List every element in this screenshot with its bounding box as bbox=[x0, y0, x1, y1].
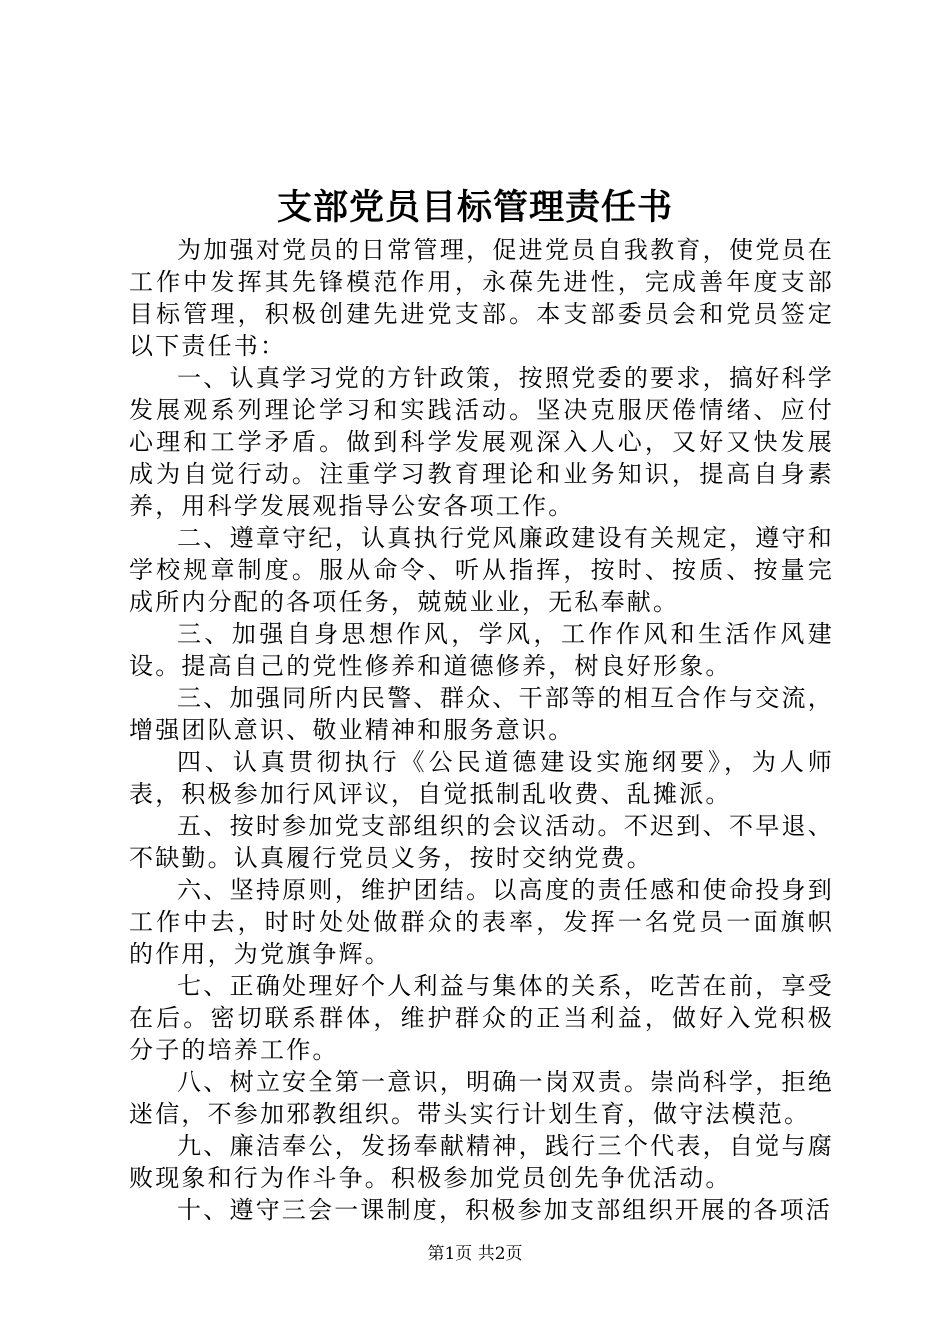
clause-paragraph: 六、坚持原则，维护团结。以高度的责任感和使命投身到工作中去，时时处处做群众的表率，发挥一名党员一面旗帜的作用，为党旗争辉。 bbox=[129, 876, 834, 968]
clause-paragraph: 七、正确处理好个人利益与集体的关系，吃苦在前，享受在后。密切联系群体，维护群众的正当利益，做好入党积极分子的培养工作。 bbox=[129, 972, 834, 1064]
page-number-footer: 第1页 共2页 bbox=[427, 1244, 523, 1264]
clause-paragraph: 三、加强同所内民警、群众、干部等的相互合作与交流，增强团队意识、敬业精神和服务意识。 bbox=[129, 684, 834, 744]
document-title: 支部党员目标管理责任书 bbox=[276, 187, 673, 228]
document-body bbox=[129, 234, 834, 1226]
clause-paragraph: 三、加强自身思想作风，学风，工作作风和生活作风建设。提高自己的党性修养和道德修养，树良好形象。 bbox=[129, 620, 834, 680]
clause-paragraph: 一、认真学习党的方针政策，按照党委的要求，搞好科学发展观系列理论学习和实践活动。坚决克服厌倦情绪、应付心理和工学矛盾。做到科学发展观深入人心，又好又快发展成为自觉行动。注重学习教育理论和业务知识，提高自身素养，用科学发展观指导公安各项工作。 bbox=[129, 364, 834, 520]
intro-paragraph: 为加强对党员的日常管理，促进党员自我教育，使党员在工作中发挥其先锋模范作用，永葆先进性，完成善年度支部目标管理，积极创建先进党支部。本支部委员会和党员签定以下责任书： bbox=[129, 236, 834, 360]
clause-paragraph: 十、遵守三会一课制度，积极参加支部组织开展的各项活 bbox=[177, 1196, 832, 1224]
clause-paragraph: 八、树立安全第一意识，明确一岗双责。崇尚科学，拒绝迷信，不参加邪教组织。带头实行计划生育，做守法模范。 bbox=[129, 1068, 834, 1128]
clause-paragraph: 五、按时参加党支部组织的会议活动。不迟到、不早退、不缺勤。认真履行党员义务，按时交纳党费。 bbox=[129, 812, 834, 872]
clause-paragraph: 四、认真贯彻执行《公民道德建设实施纲要》，为人师表，积极参加行风评议，自觉抵制乱收费、乱摊派。 bbox=[129, 748, 834, 808]
clause-paragraph: 二、遵章守纪，认真执行党风廉政建设有关规定，遵守和学校规章制度。服从命令、听从指挥，按时、按质、按量完成所内分配的各项任务，兢兢业业，无私奉献。 bbox=[129, 524, 834, 616]
clause-paragraph: 九、廉洁奉公，发扬奉献精神，践行三个代表，自觉与腐败现象和行为作斗争。积极参加党员创先争优活动。 bbox=[129, 1132, 834, 1192]
